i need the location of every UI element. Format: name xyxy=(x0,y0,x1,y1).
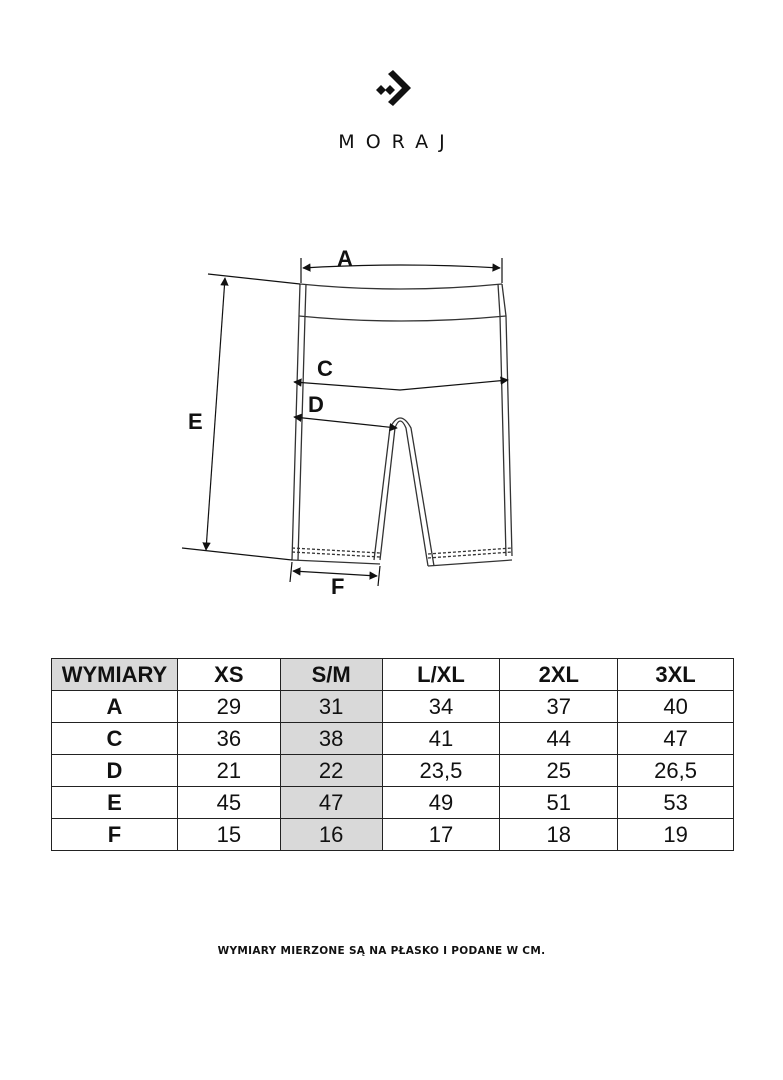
shorts-outline xyxy=(292,284,512,566)
column-header-3xl: 3XL xyxy=(618,659,734,691)
measure-d-arrow xyxy=(294,417,397,428)
table-cell: 25 xyxy=(500,755,618,787)
table-cell: 36 xyxy=(177,723,280,755)
label-c: C xyxy=(317,356,333,381)
label-a: A xyxy=(337,246,353,271)
row-label: A xyxy=(52,691,178,723)
table-row xyxy=(52,819,734,851)
brand-name: MORAJ xyxy=(338,131,456,153)
table-cell: 26,5 xyxy=(618,755,734,787)
table-cell: 38 xyxy=(280,723,382,755)
table-cell: 40 xyxy=(618,691,734,723)
column-header-2xl: 2XL xyxy=(500,659,618,691)
column-header-wymiary: WYMIARY xyxy=(52,659,178,691)
table-cell: 15 xyxy=(177,819,280,851)
measure-e-arrow xyxy=(206,278,225,550)
measure-c-arrow xyxy=(294,380,508,390)
table-cell: 44 xyxy=(500,723,618,755)
label-e: E xyxy=(188,409,203,434)
table-cell: 17 xyxy=(382,819,500,851)
table-cell: 53 xyxy=(618,787,734,819)
table-cell: 29 xyxy=(177,691,280,723)
table-cell: 51 xyxy=(500,787,618,819)
table-header-row xyxy=(52,659,734,691)
table-cell: 47 xyxy=(618,723,734,755)
label-f: F xyxy=(331,574,345,599)
table-cell: 49 xyxy=(382,787,500,819)
table-cell: 23,5 xyxy=(382,755,500,787)
table-cell: 31 xyxy=(280,691,382,723)
measurement-note: WYMIARY MIERZONE SĄ NA PŁASKO I PODANE W CM. xyxy=(217,945,546,957)
table-row xyxy=(52,723,734,755)
table-cell: 34 xyxy=(382,691,500,723)
table-cell: 47 xyxy=(280,787,382,819)
size-table xyxy=(51,658,734,851)
table-cell: 19 xyxy=(618,819,734,851)
column-header-lxl: L/XL xyxy=(382,659,500,691)
table-row xyxy=(52,787,734,819)
measure-lines xyxy=(182,258,508,586)
row-label: D xyxy=(52,755,178,787)
label-d: D xyxy=(308,392,324,417)
column-header-xs: XS xyxy=(177,659,280,691)
row-label: C xyxy=(52,723,178,755)
table-cell: 18 xyxy=(500,819,618,851)
table-cell: 22 xyxy=(280,755,382,787)
table-cell: 45 xyxy=(177,787,280,819)
table-cell: 41 xyxy=(382,723,500,755)
row-label: F xyxy=(52,819,178,851)
row-label: E xyxy=(52,787,178,819)
table-cell: 16 xyxy=(280,819,382,851)
table-cell: 21 xyxy=(177,755,280,787)
column-header-sm: S/M xyxy=(280,659,382,691)
table-row xyxy=(52,691,734,723)
measure-a-arrow xyxy=(303,265,500,268)
table-cell: 37 xyxy=(500,691,618,723)
table-row xyxy=(52,755,734,787)
